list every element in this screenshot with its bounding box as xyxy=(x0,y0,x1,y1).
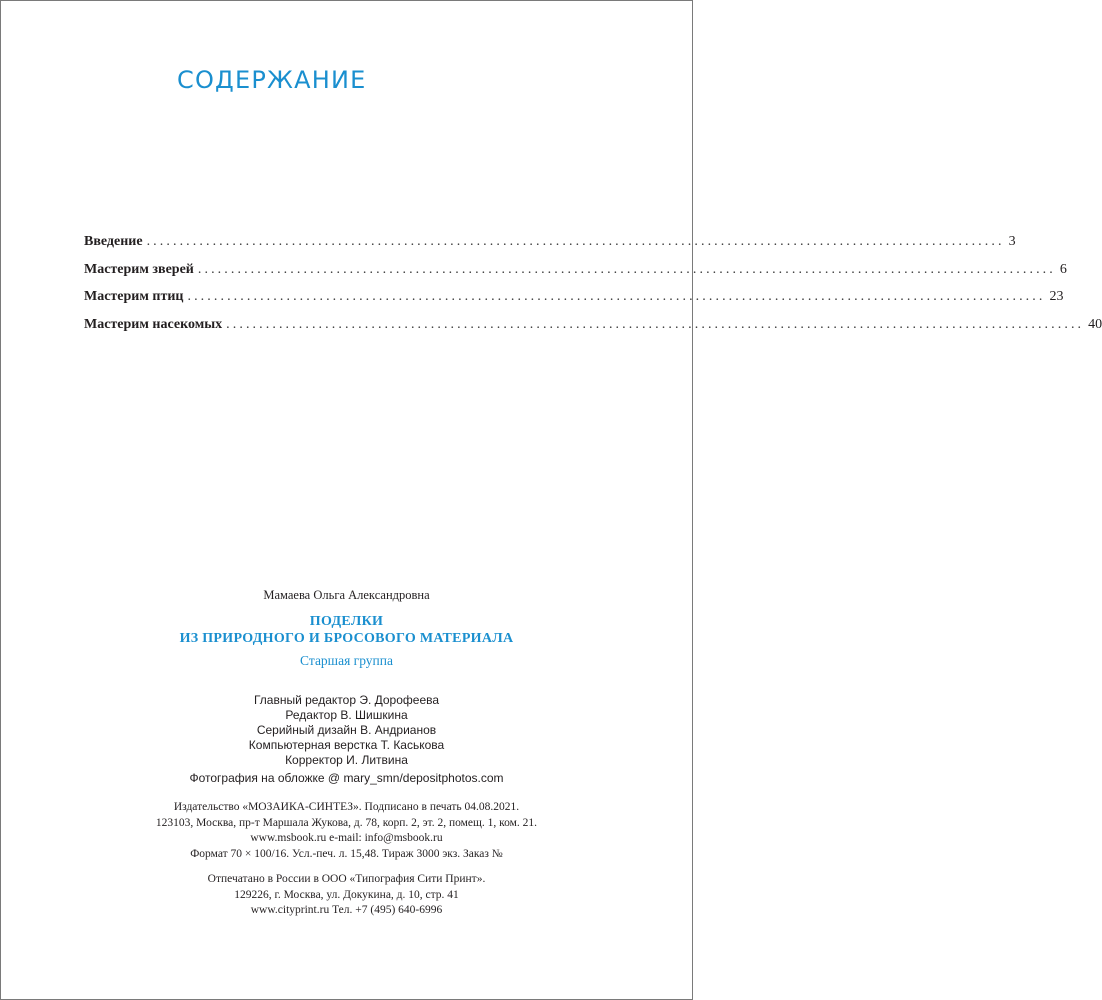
credit-line: Главный редактор Э. Дорофеева xyxy=(253,693,440,707)
publisher-line: 123103, Москва, пр-т Маршала Жукова, д. 78, корп. 2, эт. 2, помещ. 1, ком. 21. xyxy=(155,816,538,829)
toc-entry-animals[interactable] xyxy=(84,261,1067,290)
toc-leader-dots: .................................................................................................................................. xyxy=(187,289,1046,304)
toc-entry-page: 40 xyxy=(1088,316,1102,332)
toc-entry-page: 3 xyxy=(1008,234,1016,249)
toc-entry-label: Мастерим зверей xyxy=(84,261,194,277)
toc-entry-page: 6 xyxy=(1059,261,1067,277)
toc-leader-dots: .................................................................................................................................. xyxy=(197,261,1056,277)
publisher-line: www.msbook.ru e-mail: info@msbook.ru xyxy=(250,832,443,844)
credit-line: Серийный дизайн В. Андрианов xyxy=(256,723,437,737)
toc-leader-dots: .................................................................................................................................. xyxy=(146,234,1005,249)
book-title-line: ИЗ ПРИРОДНОГО И БРОСОВОГО МАТЕРИАЛА xyxy=(179,631,514,646)
printer-line: www.cityprint.ru Тел. +7 (495) 640-6996 xyxy=(250,904,443,916)
printer-line: 129226, г. Москва, ул. Докукина, д. 10, стр. 41 xyxy=(234,888,459,901)
toc-entry-birds[interactable] xyxy=(84,289,1064,317)
toc-entry-introduction[interactable] xyxy=(84,234,1016,262)
credit-line: Компьютерная верстка Т. Каськова xyxy=(248,738,445,752)
printer-line: Отпечатано в России в ООО «Типография Сити Принт». xyxy=(207,873,486,885)
table-of-contents xyxy=(84,234,1102,344)
toc-entry-label: Мастерим насекомых xyxy=(84,316,223,332)
book-title xyxy=(0,613,693,647)
book-title-line: ПОДЕЛКИ xyxy=(309,614,384,629)
author-name: Мамаева Ольга Александровна xyxy=(263,588,430,602)
book-subtitle: Старшая группа xyxy=(300,653,393,668)
printer-info xyxy=(0,872,693,919)
toc-entry-label: Мастерим птиц xyxy=(84,289,184,304)
credit-line: Корректор И. Литвина xyxy=(285,753,408,767)
toc-entry-page: 23 xyxy=(1049,289,1064,304)
toc-heading: СОДЕРЖАНИЕ xyxy=(177,66,367,94)
publisher-info xyxy=(0,800,693,862)
toc-entry-label: Введение xyxy=(84,234,143,249)
cover-photo-credit: Фотография на обложке @ mary_smn/depositphotos.com xyxy=(189,771,504,785)
publisher-line: Формат 70 × 100/16. Усл.-печ. л. 15,48. Тираж 3000 экз. Заказ № xyxy=(190,847,503,860)
toc-leader-dots: .................................................................................................................................. xyxy=(226,316,1085,332)
toc-entry-insects[interactable] xyxy=(84,316,1102,345)
credit-line: Редактор В. Шишкина xyxy=(285,708,408,722)
publisher-line: Издательство «МОЗАИКА-СИНТЕЗ». Подписано в печать 04.08.2021. xyxy=(173,801,520,813)
editorial-credits xyxy=(0,693,693,768)
